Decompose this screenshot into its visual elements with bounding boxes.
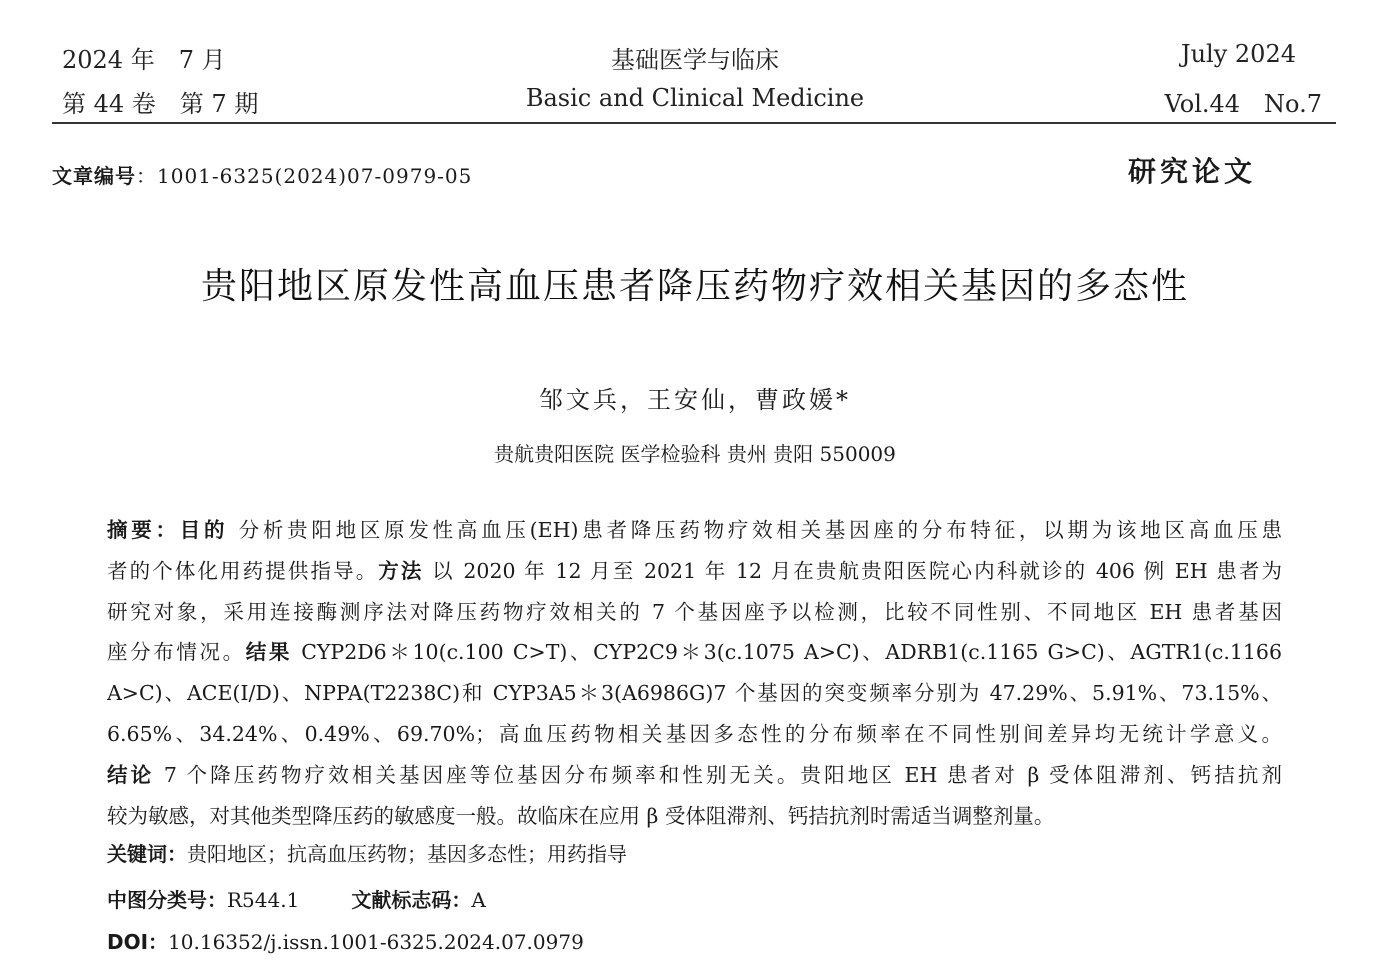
abstract-objective-text: 分析贵阳地区原发性高血压(EH)患者降压药物疗效相关基因座的分布特征，以期为该地区高血压患: [228, 518, 1282, 542]
article-authors: 邹文兵，王安仙，曹政媛*: [539, 386, 851, 414]
header-rule: [52, 122, 1336, 124]
abstract-results-head: 结果: [245, 640, 293, 665]
abstract-methods-text-end: 座分布情况。: [107, 640, 246, 665]
header-date-en: July 2024: [1180, 40, 1296, 68]
abstract-line-5: A>C)、ACE(I/D)、NPPA(T2238C)和 CYP3A5＊3(A6986G)7 个基因的突变频率分别为 47.29%、5.91%、73.15%、: [107, 681, 1282, 706]
article-number-value: ：1001-6325(2024)07-0979-05: [136, 164, 473, 188]
abstract-line-1: [107, 510, 1282, 551]
abstract: [107, 510, 1282, 836]
header-date-cn: 2024 年 7 月: [62, 46, 226, 74]
article-affiliation: 贵航贵阳医院 医学检验科 贵州 贵阳 550009: [494, 442, 896, 466]
abstract-line-2: [107, 551, 1282, 592]
header-issue-cn: 第 44 卷 第 7 期: [62, 90, 259, 118]
keywords-value: 贵阳地区；抗高血压药物；基因多态性；用药指导: [187, 842, 627, 866]
header-journal-en: Basic and Clinical Medicine: [525, 84, 865, 112]
doi-label: DOI：: [107, 930, 169, 954]
abstract-results-text: CYP2D6＊10(c.100 C>T)、CYP2C9＊3(c.1075 A>C)、ADRB1(c.1165 G>C)、AGTR1(c.1166: [292, 640, 1282, 665]
article-number-label: 文章编号: [52, 164, 136, 188]
doi: [107, 926, 584, 955]
header-issue-en: Vol.44 No.7: [1164, 90, 1322, 118]
abstract-label: 摘要：: [107, 518, 180, 542]
article-number: [52, 160, 472, 189]
abstract-conclusion-text: 7 个降压药物疗效相关基因座等位基因分布频率和性别无关。贵阳地区 EH 患者对 β 受体阻滞剂、钙拮抗剂: [154, 762, 1282, 787]
doi-value: 10.16352/j.issn.1001-6325.2024.07.0979: [168, 930, 584, 954]
keywords: [107, 838, 627, 867]
abstract-methods-text: 以 2020 年 12 月至 2021 年 12 月在贵航贵阳医院心内科就诊的 406 例 EH 患者为: [423, 558, 1282, 583]
abstract-line-7: [107, 755, 1282, 796]
abstract-line-8: 较为敏感，对其他类型降压药的敏感度一般。故临床在应用 β 受体阻滞剂、钙拮抗剂时需适当调整剂量。: [107, 803, 1055, 828]
abstract-line-3: 研究对象，采用连接酶测序法对降压药物疗效相关的 7 个基因座予以检测，比较不同性别、不同地区 EH 患者基因: [107, 599, 1282, 624]
abstract-conclusion-head: 结论: [107, 762, 155, 787]
article-title: 贵阳地区原发性高血压患者降压药物疗效相关基因的多态性: [200, 266, 1189, 307]
clc-value: R544.1: [227, 888, 300, 912]
abstract-methods-head: 方法: [378, 558, 424, 583]
doc-code-value: A: [471, 888, 486, 912]
abstract-line-6: 6.65%、34.24%、0.49%、69.70%；高血压药物相关基因多态性的分布频率在不同性别间差异均无统计学意义。: [107, 721, 1282, 746]
abstract-objective-text-end: 者的个体化用药提供指导。: [107, 558, 379, 583]
header-journal-cn: 基础医学与临床: [611, 46, 779, 74]
classification: [107, 884, 486, 913]
clc-label: 中图分类号：: [107, 888, 227, 912]
doc-code-label: 文献标志码：: [351, 888, 472, 912]
keywords-label: 关键词：: [107, 842, 187, 866]
article-type: 研究论文: [1128, 155, 1257, 188]
abstract-line-4: [107, 632, 1282, 673]
abstract-objective-head: 目的: [179, 518, 229, 542]
